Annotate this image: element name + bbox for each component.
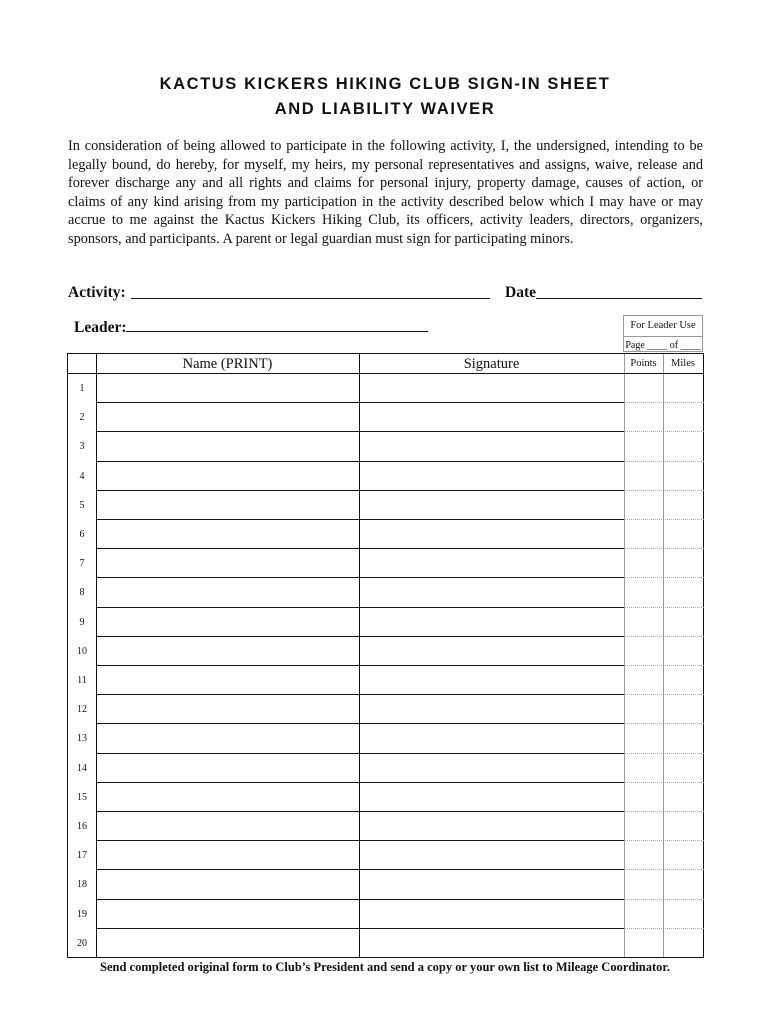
points-cell[interactable] — [625, 577, 663, 606]
form-title-line-1: KACTUS KICKERS HIKING CLUB SIGN-IN SHEET — [159, 75, 611, 93]
row-number: 11 — [77, 675, 87, 686]
row-number: 10 — [77, 645, 87, 657]
signature-cell[interactable] — [360, 694, 624, 723]
activity-field[interactable] — [131, 298, 490, 299]
points-cell[interactable] — [625, 928, 663, 957]
signature-cell[interactable] — [360, 519, 624, 548]
row-number: 15 — [77, 791, 87, 803]
date-label: Date — [505, 284, 536, 301]
miles-cell[interactable] — [664, 694, 704, 723]
row-number: 2 — [79, 412, 85, 424]
points-cell[interactable] — [625, 490, 663, 519]
name-cell[interactable] — [97, 665, 359, 694]
row-number: 3 — [79, 441, 85, 453]
points-cell[interactable] — [625, 840, 663, 869]
miles-cell[interactable] — [664, 753, 704, 782]
miles-cell[interactable] — [664, 402, 704, 431]
waiver-paragraph: In consideration of being allowed to participate in the following activity, I, the undersigned, intending to be legally bound, do hereby, for myself, my heirs, my personal representatives and assigns, waive, release and forever discharge any and all rights and claims for personal injury, property damage, causes of action, or claims of any kind arising from my participation in the activity described below which I may have or may accrue to me against the Kactus Kickers Hiking Club, its officers, activity leaders, directors, organizers, sponsors, and participants. A parent or legal guardian must sign for participating minors. — [68, 138, 703, 247]
signature-cell[interactable] — [360, 899, 624, 928]
miles-cell[interactable] — [664, 577, 704, 606]
row-number: 20 — [77, 937, 87, 949]
points-cell[interactable] — [625, 607, 663, 636]
row-number: 1 — [79, 383, 85, 394]
row-number: 17 — [77, 850, 87, 862]
miles-column-header: Miles — [671, 358, 695, 369]
row-number: 5 — [79, 499, 85, 511]
name-cell[interactable] — [97, 373, 359, 402]
signature-column-header: Signature — [463, 356, 520, 372]
name-cell[interactable] — [97, 636, 359, 665]
signature-cell[interactable] — [360, 753, 624, 782]
row-number: 14 — [77, 762, 87, 774]
miles-cell[interactable] — [664, 548, 704, 577]
name-cell[interactable] — [97, 402, 359, 431]
name-cell[interactable] — [97, 811, 359, 840]
name-cell[interactable] — [97, 723, 359, 752]
miles-cell[interactable] — [664, 373, 704, 402]
points-cell[interactable] — [625, 636, 663, 665]
signature-cell[interactable] — [360, 869, 624, 898]
signature-cell[interactable] — [360, 782, 624, 811]
row-number: 13 — [77, 733, 87, 745]
name-cell[interactable] — [97, 694, 359, 723]
row-number: 8 — [79, 587, 85, 599]
name-column-header: Name (PRINT) — [182, 356, 273, 372]
leader-field[interactable] — [126, 331, 428, 332]
leader-label: Leader: — [74, 319, 127, 336]
row-number: 19 — [77, 908, 87, 920]
miles-cell[interactable] — [664, 723, 704, 752]
name-cell[interactable] — [97, 899, 359, 928]
miles-cell[interactable] — [664, 431, 704, 460]
points-cell[interactable] — [625, 869, 663, 898]
row-number: 4 — [79, 470, 85, 482]
points-cell[interactable] — [625, 753, 663, 782]
leader-use-title: For Leader Use — [630, 320, 696, 331]
name-cell[interactable] — [97, 840, 359, 869]
points-cell[interactable] — [625, 665, 663, 694]
row-number: 18 — [77, 879, 87, 891]
miles-cell[interactable] — [664, 811, 704, 840]
miles-cell[interactable] — [664, 928, 704, 957]
signature-cell[interactable] — [360, 548, 624, 577]
points-cell[interactable] — [625, 723, 663, 752]
name-cell[interactable] — [97, 782, 359, 811]
activity-label: Activity: — [68, 284, 126, 301]
name-cell[interactable] — [97, 461, 359, 490]
points-cell[interactable] — [625, 694, 663, 723]
miles-cell[interactable] — [664, 665, 704, 694]
name-cell[interactable] — [97, 490, 359, 519]
form-title-line-2: AND LIABILITY WAIVER — [274, 100, 496, 118]
points-column-header: Points — [630, 358, 657, 369]
name-cell[interactable] — [97, 519, 359, 548]
name-cell[interactable] — [97, 548, 359, 577]
miles-cell[interactable] — [664, 899, 704, 928]
points-cell[interactable] — [625, 461, 663, 490]
points-cell[interactable] — [625, 548, 663, 577]
row-number: 7 — [79, 558, 85, 570]
leader-use-box — [623, 315, 703, 352]
sign-in-table — [67, 353, 704, 958]
name-cell[interactable] — [97, 607, 359, 636]
signature-cell[interactable] — [360, 723, 624, 752]
miles-cell[interactable] — [664, 607, 704, 636]
miles-cell[interactable] — [664, 461, 704, 490]
signature-cell[interactable] — [360, 840, 624, 869]
page-of-field[interactable]: Page ____ of ____ — [625, 340, 701, 351]
signature-cell[interactable] — [360, 431, 624, 460]
signature-cell[interactable] — [360, 811, 624, 840]
signature-cell[interactable] — [360, 607, 624, 636]
points-cell[interactable] — [625, 811, 663, 840]
points-cell[interactable] — [625, 782, 663, 811]
row-number: 6 — [79, 529, 85, 540]
row-number: 12 — [77, 704, 87, 716]
row-number: 16 — [77, 821, 87, 832]
name-cell[interactable] — [97, 928, 359, 957]
name-cell[interactable] — [97, 577, 359, 606]
miles-cell[interactable] — [664, 840, 704, 869]
miles-cell[interactable] — [664, 636, 704, 665]
points-cell[interactable] — [625, 402, 663, 431]
points-cell[interactable] — [625, 899, 663, 928]
points-cell[interactable] — [625, 373, 663, 402]
miles-cell[interactable] — [664, 869, 704, 898]
miles-cell[interactable] — [664, 490, 704, 519]
signature-cell[interactable] — [360, 928, 624, 957]
date-field[interactable] — [536, 298, 702, 299]
signature-cell[interactable] — [360, 636, 624, 665]
miles-cell[interactable] — [664, 519, 704, 548]
row-number: 9 — [79, 616, 85, 628]
signature-cell[interactable] — [360, 577, 624, 606]
signature-cell[interactable] — [360, 665, 624, 694]
points-cell[interactable] — [625, 519, 663, 548]
footer-instructions: Send completed original form to Club’s President and send a copy or your own list to Mileage Coordinator. — [100, 960, 670, 974]
signature-cell[interactable] — [360, 373, 624, 402]
points-cell[interactable] — [625, 431, 663, 460]
miles-cell[interactable] — [664, 782, 704, 811]
signature-cell[interactable] — [360, 402, 624, 431]
name-cell[interactable] — [97, 753, 359, 782]
signature-cell[interactable] — [360, 461, 624, 490]
leader-use-divider — [624, 336, 702, 337]
signature-cell[interactable] — [360, 490, 624, 519]
name-cell[interactable] — [97, 431, 359, 460]
name-cell[interactable] — [97, 869, 359, 898]
